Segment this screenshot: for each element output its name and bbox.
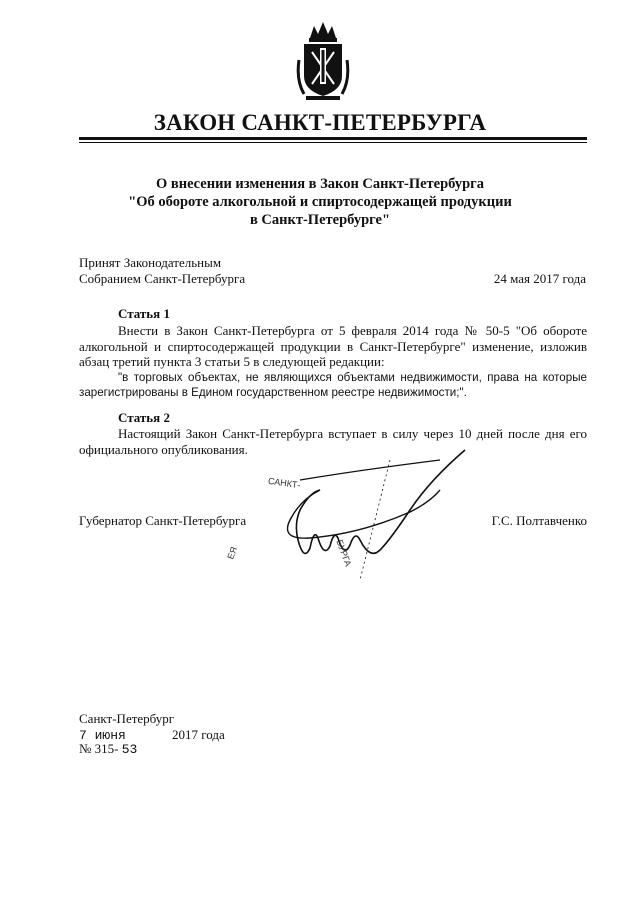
subject-line-2: "Об обороте алкогольной и спиртосодержащей продукции xyxy=(128,194,512,210)
place-of-signing: Санкт-Петербург xyxy=(79,711,175,726)
governor-title: Губернатор Санкт-Петербурга xyxy=(79,513,247,528)
title-rule-thick xyxy=(79,137,587,140)
governor-name: Г.С. Полтавченко xyxy=(491,513,587,528)
article-1-heading: Статья 1 xyxy=(118,306,170,321)
article-1-quote: "в торговых объектах, не являющихся объектами недвижимости, права на которые зарегистрированы в Едином государственном реестре недвижимости;". xyxy=(79,371,587,399)
law-number xyxy=(79,741,137,757)
seal-text-top: САНКТ- xyxy=(267,475,302,491)
title-rule-thin xyxy=(79,142,587,143)
signature-icon xyxy=(240,440,480,600)
law-title: ЗАКОН САНКТ-ПЕТЕРБУРГА xyxy=(153,110,487,135)
issue-day-month: 7 июня xyxy=(79,728,126,743)
adoption-note xyxy=(79,255,245,287)
article-1-text: Внести в Закон Санкт-Петербурга от 5 февраля 2014 года № 50-5 "Об обороте алкогольной и спиртосодержащей продукции в Санкт-Петербурге" изменение, изложив абзац третий пункта 3 статьи 5 в следующей редакции: xyxy=(79,323,587,369)
coat-of-arms-icon xyxy=(296,20,350,102)
article-2-heading: Статья 2 xyxy=(118,410,170,425)
adoption-line-2: Собранием Санкт-Петербурга xyxy=(79,271,246,286)
subject-line-1: О внесении изменения в Закон Санкт-Петербурга xyxy=(155,176,484,192)
law-number-prefix: № 315- xyxy=(79,741,119,756)
article-2-text: Настоящий Закон Санкт-Петербурга вступает в силу через 10 дней после дня его официального опубликования. xyxy=(79,426,587,457)
seal-text-left: ЕЯ xyxy=(225,545,240,561)
adoption-date: 24 мая 2017 года xyxy=(493,271,586,286)
law-subject xyxy=(0,175,640,229)
law-number-value: 53 xyxy=(121,742,138,757)
subject-line-3: в Санкт-Петербурге" xyxy=(249,212,391,228)
seal-text-right: БУРГА xyxy=(334,538,354,568)
adoption-line-1: Принят Законодательным xyxy=(79,255,222,270)
issue-year: 2017 года xyxy=(172,727,225,742)
